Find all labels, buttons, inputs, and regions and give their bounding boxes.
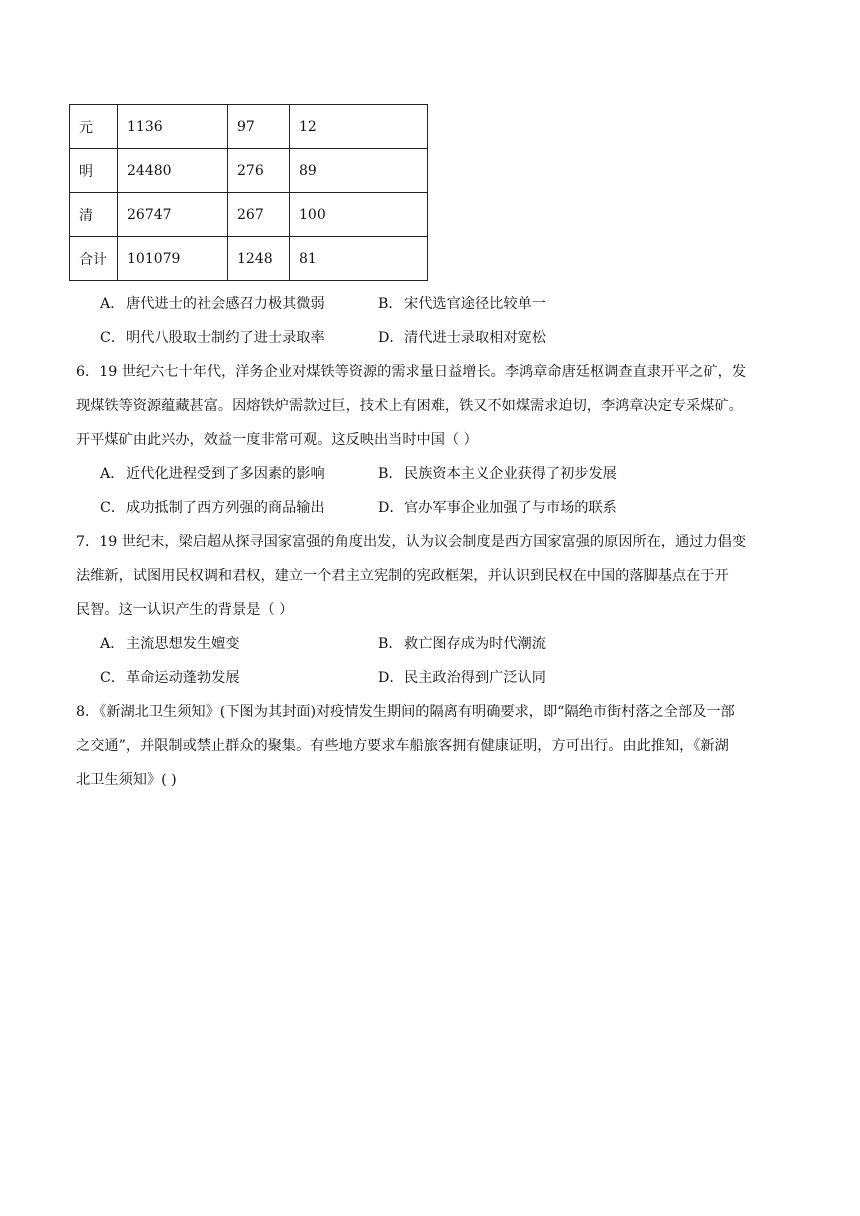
table-row: [70, 105, 428, 149]
q7-stem-line-2: 法维新，试图用民权调和君权，建立一个君主立宪制的宪政框架，并认识到民权在中国的落脚基点在于开: [76, 568, 729, 584]
option-letter: B．: [378, 466, 403, 482]
table-cell: 267: [228, 193, 290, 237]
table-cell: 101079: [118, 237, 228, 281]
q7-option-a[interactable]: [100, 634, 240, 654]
option-text: 清代进士录取相对宽松: [404, 330, 546, 346]
table-row-total: [70, 237, 428, 281]
q5-option-b[interactable]: [378, 294, 546, 314]
table-cell: 276: [228, 149, 290, 193]
table-cell-dynasty: 清: [70, 193, 118, 237]
option-letter: A．: [100, 296, 125, 312]
option-text: 唐代进士的社会感召力极其微弱: [126, 296, 325, 312]
table-cell: 24480: [118, 149, 228, 193]
option-text: 官办军事企业加强了与市场的联系: [404, 500, 617, 516]
option-letter: D．: [378, 330, 404, 346]
option-letter: A．: [100, 636, 125, 652]
table-cell: 26747: [118, 193, 228, 237]
table-cell: 12: [290, 105, 428, 149]
table-cell-dynasty: 明: [70, 149, 118, 193]
q8-stem-line-1: 8．《新湖北卫生须知》(下图为其封面)对疫情发生期间的隔离有明确要求，即“隔绝市街村落之全部及一部: [76, 704, 735, 720]
option-letter: B．: [378, 636, 403, 652]
q7-stem-line-1: 7．19 世纪末，梁启超从探寻国家富强的角度出发，认为议会制度是西方国家富强的原因所在，通过力倡变: [76, 534, 747, 550]
table-cell: 100: [290, 193, 428, 237]
q6-option-c[interactable]: [100, 498, 325, 518]
option-letter: D．: [378, 500, 404, 516]
option-text: 革命运动蓬勃发展: [126, 670, 240, 686]
imperial-exam-table: [69, 104, 428, 281]
table-cell-dynasty: 元: [70, 105, 118, 149]
table-cell: 89: [290, 149, 428, 193]
table-cell: 1136: [118, 105, 228, 149]
option-letter: B．: [378, 296, 403, 312]
option-text: 明代八股取士制约了进士录取率: [126, 330, 325, 346]
q5-option-c[interactable]: [100, 328, 325, 348]
q6-stem-line-3: 开平煤矿由此兴办，效益一度非常可观。这反映出当时中国（ ）: [76, 432, 478, 448]
table-row: [70, 193, 428, 237]
option-text: 成功抵制了西方列强的商品输出: [126, 500, 325, 516]
option-letter: D．: [378, 670, 404, 686]
option-letter: C．: [100, 500, 126, 516]
table-cell: 81: [290, 237, 428, 281]
option-text: 宋代选官途径比较单一: [404, 296, 546, 312]
q7-option-c[interactable]: [100, 668, 240, 688]
q5-option-a[interactable]: [100, 294, 325, 314]
option-text: 救亡图存成为时代潮流: [404, 636, 546, 652]
table-row: [70, 149, 428, 193]
option-text: 民族资本主义企业获得了初步发展: [404, 466, 617, 482]
q6-option-b[interactable]: [378, 464, 617, 484]
q6-option-d[interactable]: [378, 498, 617, 518]
table-cell: 97: [228, 105, 290, 149]
q8-stem-line-3: 北卫生须知》( ): [76, 772, 177, 788]
option-text: 民主政治得到广泛认同: [404, 670, 546, 686]
q8-stem-line-2: 之交通”，并限制或禁止群众的聚集。有些地方要求车船旅客拥有健康证明，方可出行。由此推知，《新湖: [76, 738, 729, 754]
option-letter: C．: [100, 330, 126, 346]
option-letter: C．: [100, 670, 126, 686]
q6-stem-line-1: 6．19 世纪六七十年代，洋务企业对煤铁等资源的需求量日益增长。李鸿章命唐廷枢调查直隶开平之矿，发: [76, 364, 747, 380]
table-cell-dynasty: 合计: [70, 237, 118, 281]
option-text: 主流思想发生嬗变: [126, 636, 240, 652]
q6-option-a[interactable]: [100, 464, 325, 484]
option-letter: A．: [100, 466, 125, 482]
q6-stem-line-2: 现煤铁等资源蕴藏甚富。因熔铁炉需款过巨，技术上有困难，铁又不如煤需求迫切，李鸿章决定专采煤矿。: [76, 398, 743, 414]
option-text: 近代化进程受到了多因素的影响: [126, 466, 325, 482]
q7-option-b[interactable]: [378, 634, 546, 654]
table-cell: 1248: [228, 237, 290, 281]
q7-option-d[interactable]: [378, 668, 546, 688]
q5-option-d[interactable]: [378, 328, 546, 348]
q7-stem-line-3: 民智。这一认识产生的背景是（ ）: [76, 602, 294, 618]
